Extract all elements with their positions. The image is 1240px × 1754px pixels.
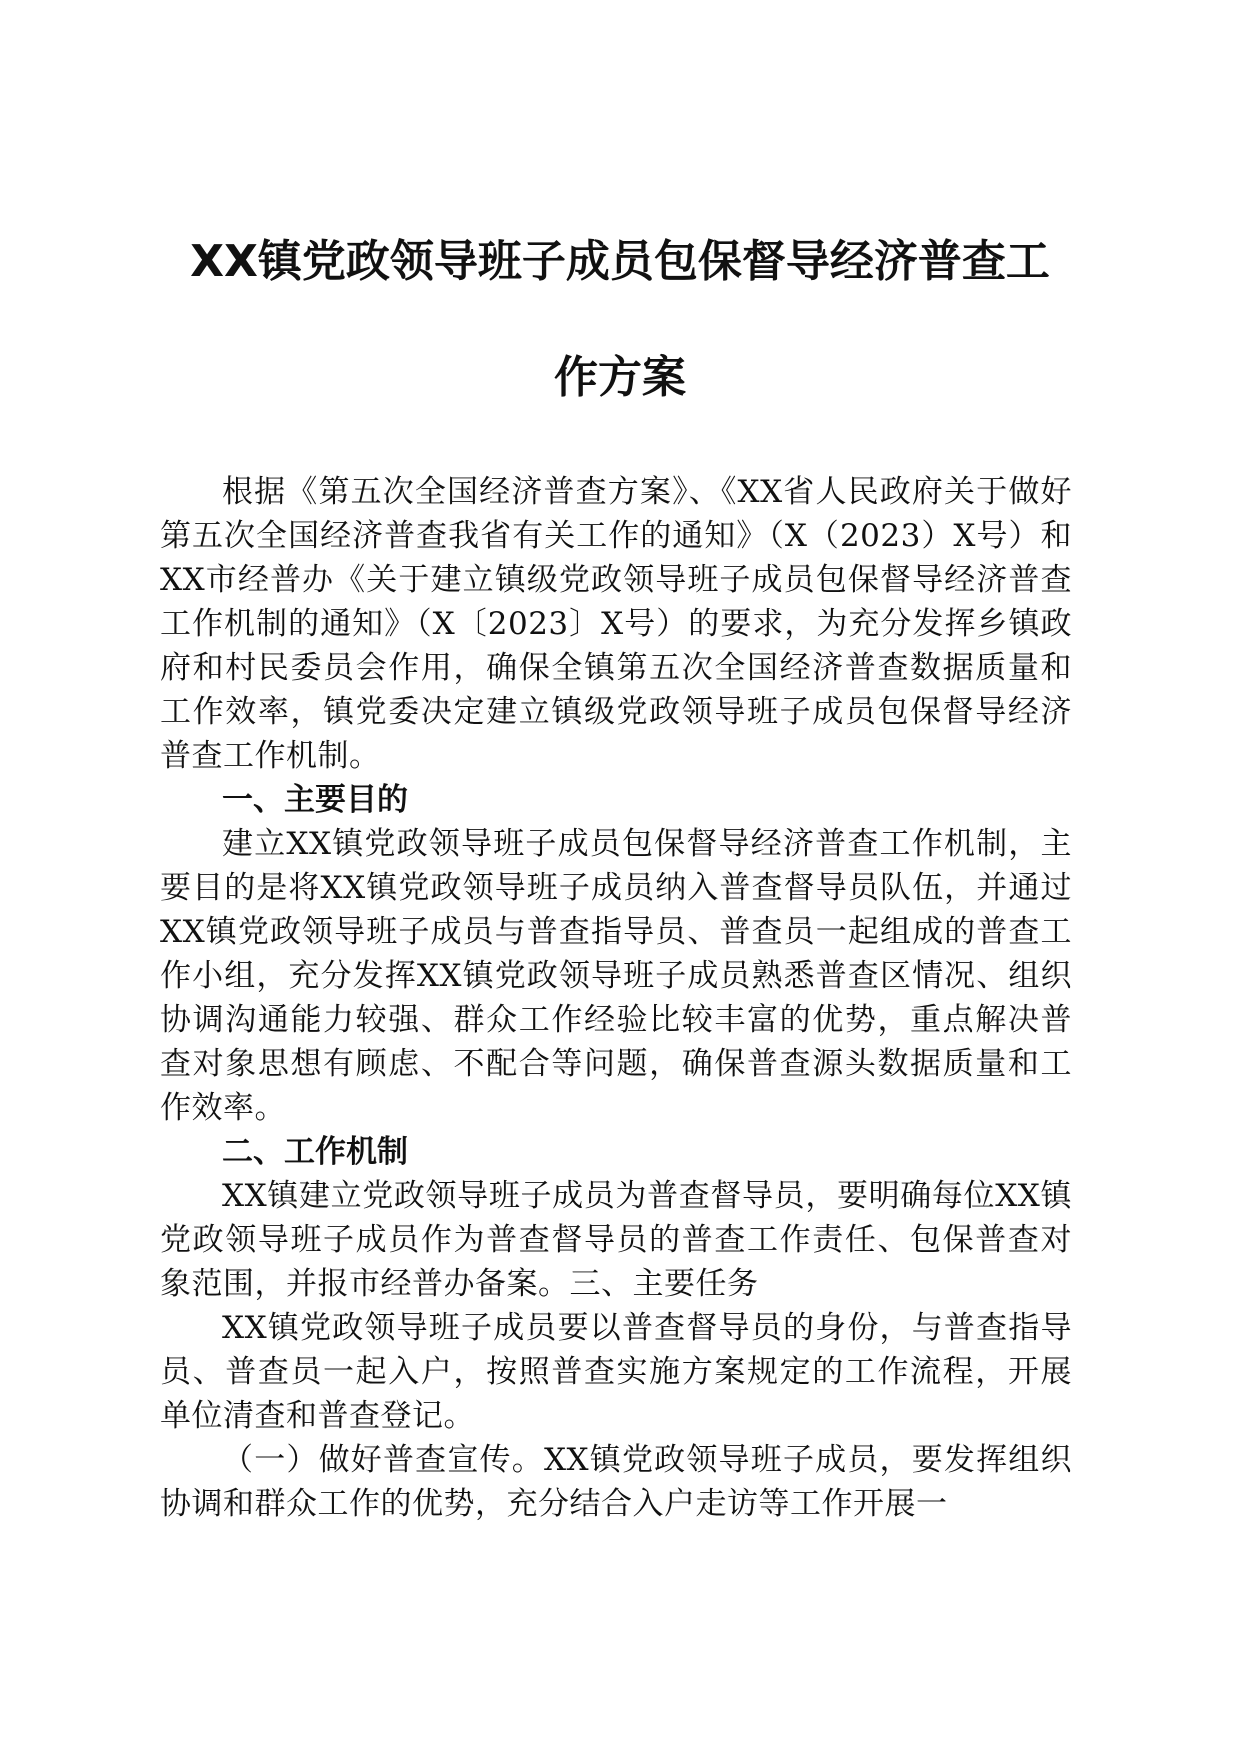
main-tasks-paragraph: XX镇党政领导班子成员要以普查督导员的身份，与普查指导员、普查员一起入户，按照普查实施方案规定的工作流程，开展单位清查和普查登记。 bbox=[160, 1310, 1072, 1434]
section-heading-work-mechanism: 二、工作机制 bbox=[222, 1134, 408, 1170]
document-title-line-2: 作方案 bbox=[554, 352, 686, 403]
main-purpose-paragraph: 建立XX镇党政领导班子成员包保督导经济普查工作机制，主要目的是将XX镇党政领导班子成员纳入普查督导员队伍，并通过XX镇党政领导班子成员与普查指导员、普查员一起组成的普查工作小组，充分发挥XX镇党政领导班子成员熟悉普查区情况、组织协调沟通能力较强、群众工作经验比较丰富的优势，重点解决普查对象思想有顾虑、不配合等问题，确保普查源头数据质量和工作效率。 bbox=[160, 826, 1072, 1126]
work-mechanism-paragraph: XX镇建立党政领导班子成员为普查督导员，要明确每位XX镇党政领导班子成员作为普查督导员的普查工作责任、包保普查对象范围，并报市经普办备案。三、主要任务 bbox=[160, 1178, 1072, 1302]
document-title-line-1: XX镇党政领导班子成员包保督导经济普查工 bbox=[190, 236, 1050, 287]
publicity-paragraph: （一）做好普查宣传。XX镇党政领导班子成员，要发挥组织协调和群众工作的优势，充分结合入户走访等工作开展一 bbox=[160, 1442, 1072, 1522]
section-heading-main-purpose: 一、主要目的 bbox=[222, 782, 408, 818]
intro-paragraph: 根据《第五次全国经济普查方案》、《XX省人民政府关于做好第五次全国经济普查我省有关工作的通知》（X（2023）X号）和XX市经普办《关于建立镇级党政领导班子成员包保督导经济普查工作机制的通知》（X〔2023〕X号）的要求，为充分发挥乡镇政府和村民委员会作用，确保全镇第五次全国经济普查数据质量和工作效率，镇党委决定建立镇级党政领导班子成员包保督导经济普查工作机制。 bbox=[160, 474, 1072, 774]
document-body bbox=[160, 470, 1072, 1526]
